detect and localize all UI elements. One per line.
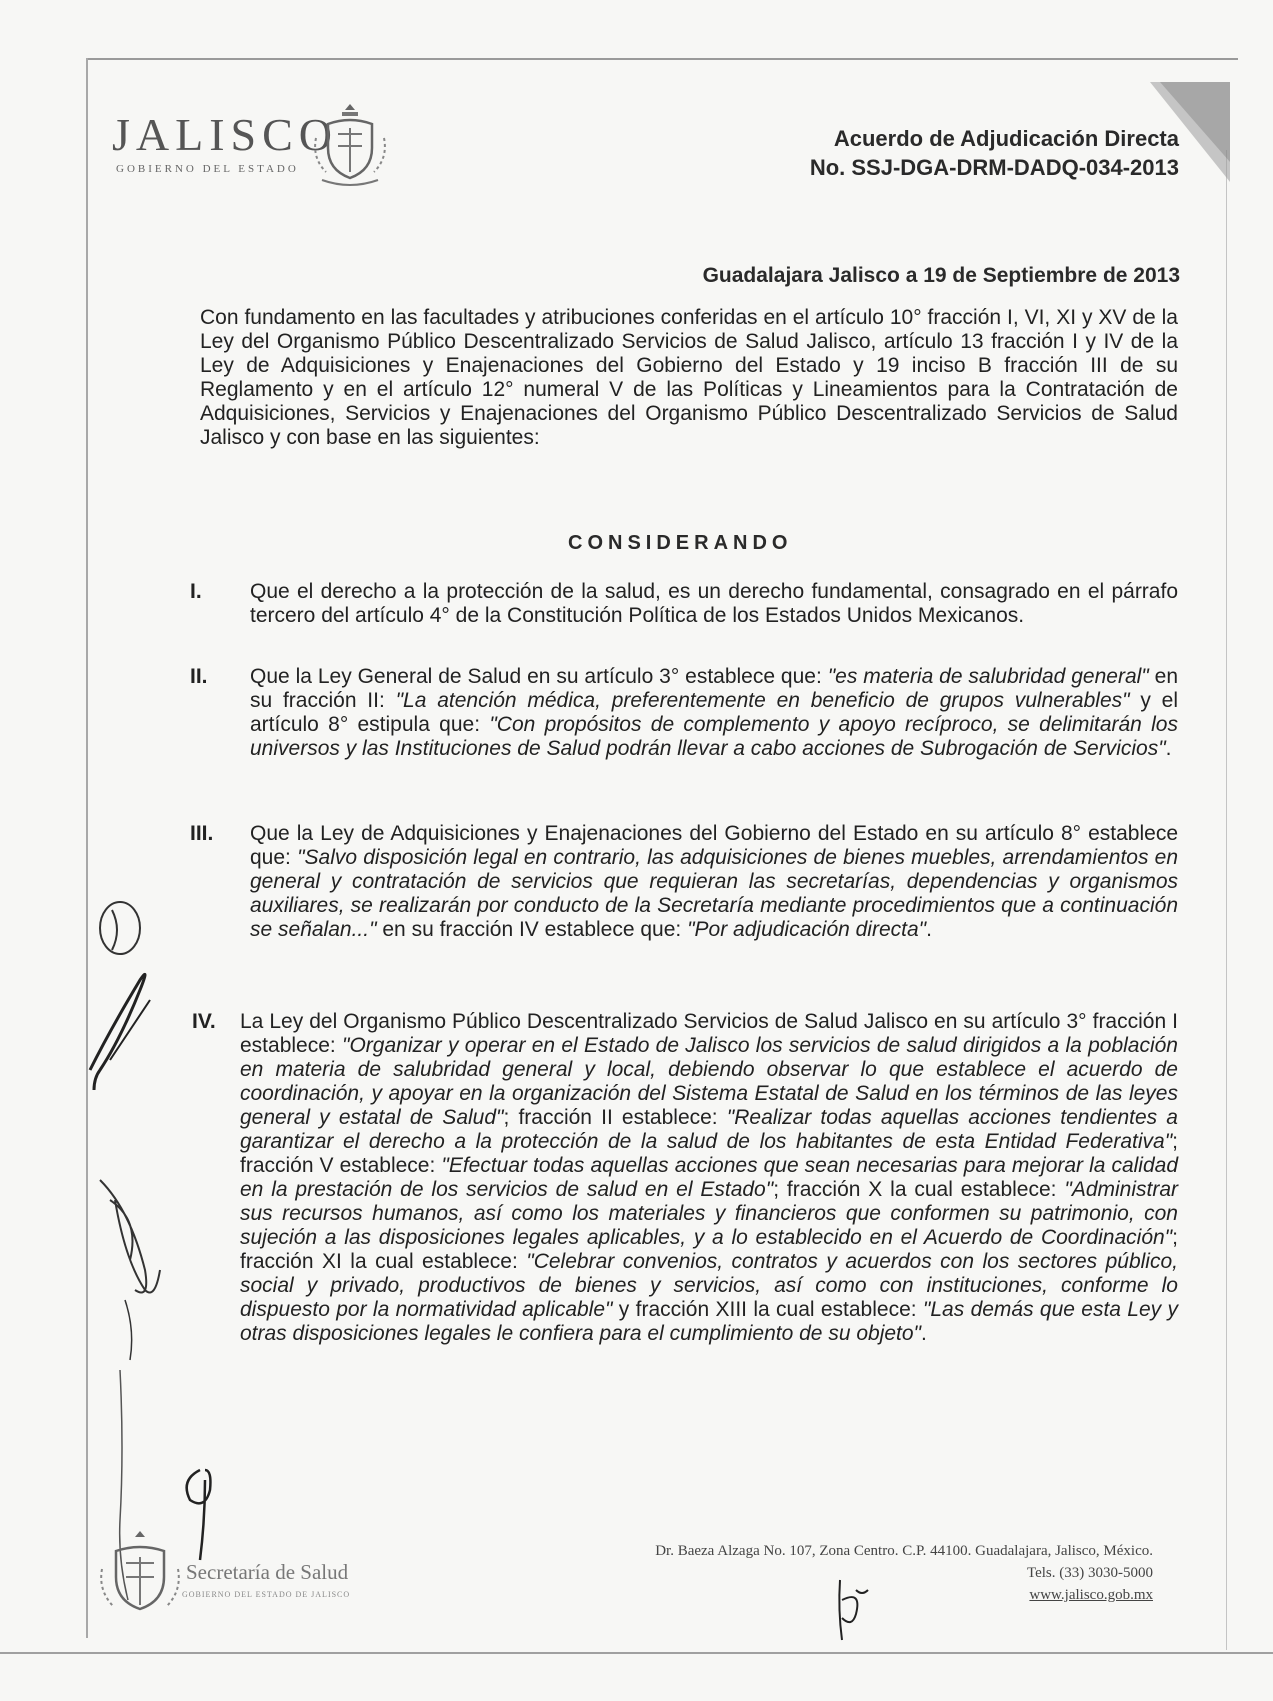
clause-text: Que la Ley de Adquisiciones y Enajenaciones del Gobierno del Estado en su artículo 8° establece que: "Salvo disposición legal en contrario, las adquisiciones de bienes muebles, arrendamientos en general y contratación de servicios que requieran las secretarías, dependencias y organismos auxiliares, se realizarán por conducto de la Secretaría mediante procedimientos que a continuación se señalan..." en su fracción IV establece que: "Por adjudicación directa". <box>250 822 1178 941</box>
footer-department-subtitle: GOBIERNO DEL ESTADO DE JALISCO <box>182 1590 351 1599</box>
clause-number: I. <box>190 580 202 603</box>
clause-number: II. <box>190 665 208 688</box>
clause-text: La Ley del Organismo Público Descentralizado Servicios de Salud Jalisco en su artículo 3° fracción I establece: "Organizar y operar en el Estado de Jalisco los servicios de salud dirigidos a la población en materia de salubridad general y local, debiendo observar lo que establece el acuerdo de coordinación, y apoyar en la organización del Sistema Estatal de Salud en los términos de las leyes general y estatal de Salud"; fracción II establece: "Realizar todas aquellas acciones tendientes a garantizar el derecho a la protección de la salud de los habitantes de esta Entidad Federativa"; fracción V establece: "Efectuar todas aquellas acciones que sean necesarias para mejorar la calidad en la prestación de los servicios de salud en el Estado"; fracción X la cual establece: "Administrar sus recursos humanos, así como los materiales y financieros que conformen su patrimonio, con sujeción a las disposiciones legales aplicables, y a lo establecido en el Acuerdo de Coordinación"; fracción XI la cual establece: "Celebrar convenios, contratos y acuerdos con los sectores público, social y privado, productivos de bienes y servicios, así como con instituciones, conforme lo dispuesto por la normatividad aplicable" y fracción XIII la cual establece: "Las demás que esta Ley y otras disposiciones legales le confiera para el cumplimiento de su objeto". <box>240 1010 1179 1345</box>
footer-phone: Tels. (33) 3030-5000 <box>1026 1565 1153 1581</box>
state-crest-icon <box>308 98 392 188</box>
scan-edge-top <box>88 58 1238 60</box>
scan-edge-bottom <box>0 1652 1273 1654</box>
footer-initial-mark <box>820 1570 880 1650</box>
footer-contact <box>655 1540 1153 1606</box>
document-type: Acuerdo de Adjudicación Directa <box>833 126 1179 151</box>
intro-paragraph: Con fundamento en las facultades y atribuciones conferidas en el artículo 10° fracción I, VI, XI y XV de la Ley del Organismo Público Descentralizado Servicios de Salud Jalisco, artículo 13 fracción I y IV de la Ley de Adquisiciones y Enajenaciones del Gobierno del Estado y 19 inciso B fracción III de su Reglamento y en el artículo 12° numeral V de las Políticas y Lineamientos para la Contratación de Adquisiciones, Servicios y Enajenaciones del Organismo Público Descentralizado Servicios de Salud Jalisco y con base en las siguientes: <box>200 306 1178 449</box>
footer-address: Dr. Baeza Alzaga No. 107, Zona Centro. C.P. 44100. Guadalajara, Jalisco, México. <box>655 1543 1153 1559</box>
logo-wordmark: JALISCO <box>112 109 339 160</box>
logo-subtitle: GOBIERNO DEL ESTADO <box>116 163 299 175</box>
clause-text: Que el derecho a la protección de la salud, es un derecho fundamental, consagrado en el párrafo tercero del artículo 4° de la Constitución Política de los Estados Unidos Mexicanos. <box>250 580 1178 627</box>
clause-number: IV. <box>192 1010 216 1033</box>
scan-edge-right <box>1226 150 1227 1650</box>
section-title: CONSIDERANDO <box>568 532 793 554</box>
footer-department: Secretaría de Salud <box>186 1560 349 1584</box>
jalisco-logo <box>112 108 412 198</box>
date-line: Guadalajara Jalisco a 19 de Septiembre de 2013 <box>702 264 1180 287</box>
footer-website-link[interactable]: www.jalisco.gob.mx <box>1029 1587 1153 1603</box>
document-number: No. SSJ-DGA-DRM-DADQ-034-2013 <box>809 155 1179 180</box>
secretaria-crest-icon <box>90 1525 190 1625</box>
clause-number: III. <box>190 822 214 845</box>
document-reference <box>810 124 1179 182</box>
clause-text: Que la Ley General de Salud en su artículo 3° establece que: "es materia de salubridad general" en su fracción II: "La atención médica, preferentemente en beneficio de grupos vulnerables" y el artículo 8° estipula que: "Con propósitos de complemento y apoyo recíproco, se delimitarán los universos y las Instituciones de Salud podrán llevar a cabo acciones de Subrogación de Servicios". <box>250 665 1179 760</box>
